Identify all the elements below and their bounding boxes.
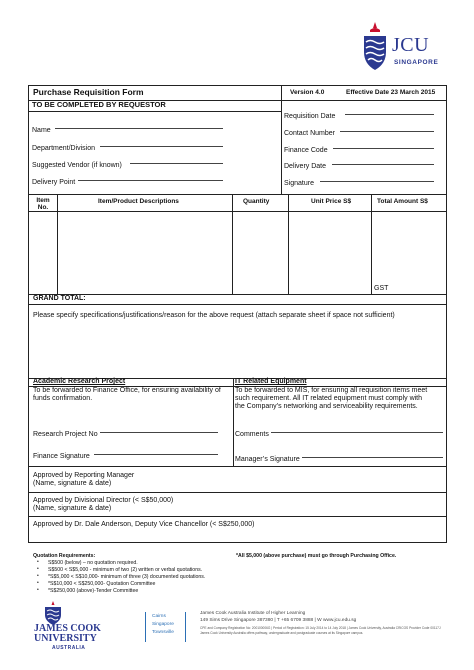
campus-townsville: Townsville [152, 630, 174, 635]
finance-code-input[interactable] [333, 148, 434, 149]
effective-date-label: Effective Date 23 March 2015 [346, 89, 436, 96]
institute-address: 149 Sims Drive Singapore 387380 | T +65 6709 3888 | W www.jcu.edu.sg [200, 618, 357, 623]
total-amount-cell[interactable] [371, 211, 445, 293]
specifications-note: Please specify specifications/justifications/reason for the above request (attach separate sheet if space not sufficient) [33, 312, 395, 319]
campus-singapore: Singapore [152, 622, 174, 627]
approval-divisional-2: (Name, signature & date) [33, 505, 112, 512]
delivery-date-label: Delivery Date [284, 163, 327, 170]
delivery-point-input[interactable] [78, 180, 223, 181]
quotation-bullet-3: *S$5,000 < S$10,000- minimum of three (3) documented quotations. [48, 574, 206, 580]
specifications-textarea[interactable] [29, 322, 445, 376]
university-name-line2: UNIVERSITY [34, 633, 97, 644]
quotation-bullet-4: *S$10,000 < S$250,000- Quotation Committee [48, 581, 156, 587]
requisition-date-label: Requisition Date [284, 113, 336, 120]
quotation-title: Quotation Requirements: [33, 553, 96, 559]
contact-number-input[interactable] [340, 131, 434, 132]
bullet-icon: • [37, 587, 39, 593]
signature-label: Signature [284, 180, 314, 187]
suggested-vendor-label: Suggested Vendor (if known) [32, 162, 122, 169]
name-input[interactable] [55, 128, 223, 129]
form-title: Purchase Requisition Form [33, 87, 144, 97]
logo-text: JCU [392, 34, 430, 56]
department-label: Department/Division [32, 145, 96, 152]
quotation-bullet-2: S$500 < S$5,000 - minimum of two (2) written or verbal quotations. [48, 567, 203, 573]
item-no-cell[interactable] [29, 211, 56, 293]
col-unit-price: Unit Price S$ [311, 198, 352, 205]
requisition-date-input[interactable] [345, 114, 434, 115]
quotation-bullet-5: *S$250,000 (above)-Tender Committee [48, 588, 139, 594]
it-line3: the Company’s networking and serviceability requirements. [235, 403, 418, 410]
description-cell[interactable] [57, 211, 231, 293]
research-project-no-label: Research Project No [33, 431, 98, 438]
registration-fine-print: CPE and Company Registration No: 200100006G | Period of Registration: 15 July 2014 to 14 July 2018 | James Cook University, Australia CRICOS Provider Code 00117J [200, 626, 441, 630]
approval-reporting-2: (Name, signature & date) [33, 480, 112, 487]
campus-cairns: Cairns [152, 614, 166, 619]
grand-total-label: GRAND TOTAL: [33, 295, 86, 302]
version-label: Version 4.0 [290, 89, 325, 96]
manager-signature-input[interactable] [302, 457, 443, 458]
university-crest-icon [44, 601, 62, 625]
research-project-no-input[interactable] [100, 432, 218, 433]
bullet-icon: • [37, 573, 39, 579]
col-descriptions: Item/Product Descriptions [98, 198, 179, 205]
research-line1: To be forwarded to Finance Office, for ensuring availability of [33, 387, 221, 394]
signature-input[interactable] [320, 181, 434, 182]
contact-number-label: Contact Number [284, 130, 335, 137]
col-quantity: Quantity [243, 198, 270, 205]
research-heading: Academic Research Project [33, 378, 126, 385]
manager-signature-label: Manager’s Signature [235, 456, 300, 463]
department-input[interactable] [100, 146, 223, 147]
unit-price-cell[interactable] [288, 211, 370, 293]
research-line2: funds confirmation. [33, 395, 93, 402]
gst-label: GST [374, 285, 389, 292]
requestor-section-heading: TO BE COMPLETED BY REQUESTOR [32, 100, 166, 109]
col-item-no: Item No. [36, 197, 50, 211]
name-label: Name [32, 127, 51, 134]
suggested-vendor-input[interactable] [130, 163, 223, 164]
finance-signature-input[interactable] [94, 454, 218, 455]
delivery-date-input[interactable] [332, 164, 434, 165]
jcu-shield-logo-icon [362, 22, 388, 72]
purchasing-note: *All $5,000 (above purchase) must go through Purchasing Office. [236, 553, 397, 559]
institute-name: James Cook Australia Institute of Higher Learning [200, 611, 306, 616]
logo-subtext: SINGAPORE [394, 59, 439, 66]
it-line1: To be forwarded to MIS, for ensuring all requisition items meet [235, 387, 428, 394]
courses-fine-print: James Cook University Australia offers pathway, undergraduate and postgraduate courses at its Singapore campus. [200, 631, 364, 635]
comments-input[interactable] [271, 432, 443, 433]
bullet-icon: • [37, 566, 39, 572]
it-line2: such requirement. All IT related equipment must comply with [235, 395, 423, 402]
quotation-bullet-1: S$500 (below) – no quotation required. [48, 560, 138, 566]
approval-reporting-1: Approved by Reporting Manager [33, 472, 135, 479]
comments-label: Comments [235, 431, 269, 438]
col-total-amount: Total Amount S$ [377, 198, 428, 205]
finance-code-label: Finance Code [284, 147, 328, 154]
delivery-point-label: Delivery Point [32, 179, 76, 186]
it-heading: IT Related Equipment [235, 378, 307, 385]
bullet-icon: • [37, 580, 39, 586]
university-name-line1: JAMES COOK [34, 623, 101, 634]
finance-signature-label: Finance Signature [33, 453, 90, 460]
approval-dvc: Approved by Dr. Dale Anderson, Deputy Vice Chancellor (< S$250,000) [33, 521, 255, 528]
bullet-icon: • [37, 559, 39, 565]
university-name [34, 624, 101, 644]
university-country: AUSTRALIA [52, 645, 86, 651]
quantity-cell[interactable] [232, 211, 287, 293]
approval-divisional-1: Approved by Divisional Director (< S$50,000) [33, 497, 174, 504]
